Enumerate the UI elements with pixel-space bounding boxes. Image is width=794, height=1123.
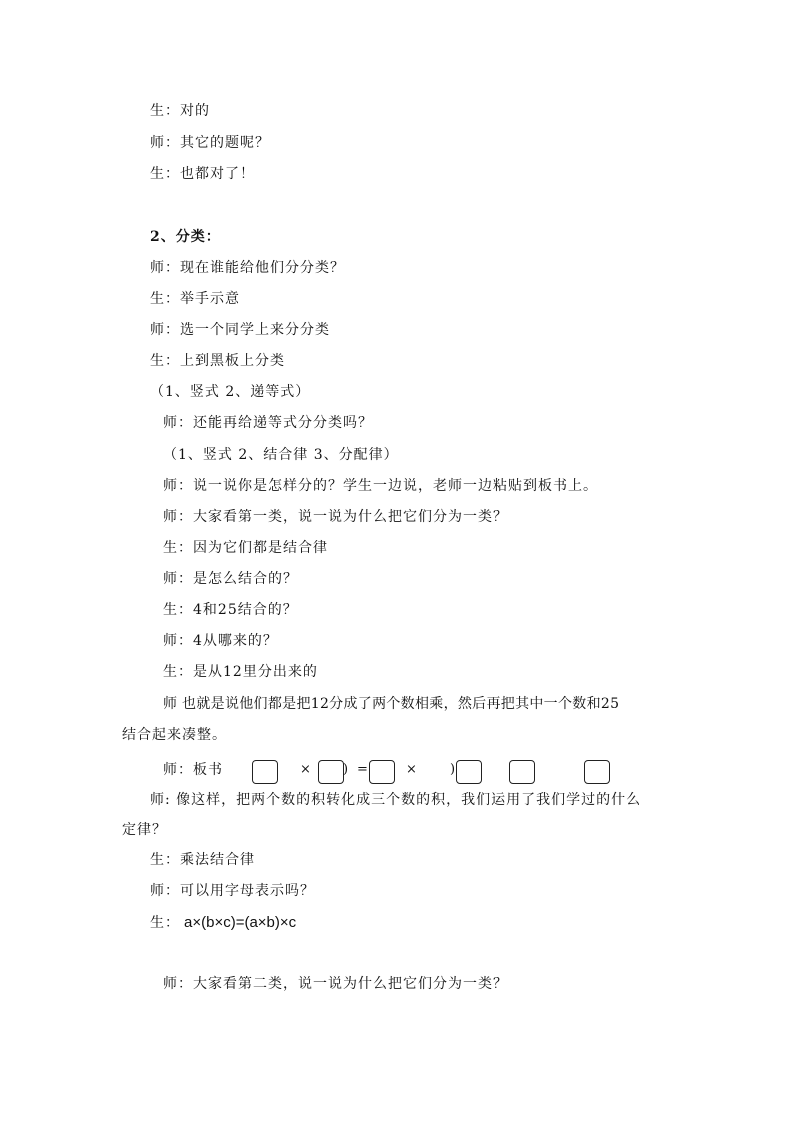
text-line: 生：乘法结合律 [150, 852, 255, 868]
text-line: （1、竖式 2、结合律 3、分配律） [163, 447, 399, 463]
text-line: 师：现在谁能给他们分分类？ [150, 260, 345, 276]
text-line: 生：因为它们都是结合律 [163, 540, 328, 556]
text-line: （1、竖式 2、递等式） [150, 384, 311, 400]
times-symbol: × [406, 762, 417, 777]
paren-symbol: ) [343, 762, 349, 777]
blank-box [456, 760, 482, 784]
text-line: 生：4和25结合的？ [163, 602, 298, 618]
text-line: 生： [150, 915, 180, 931]
text-line: 师：还能再给递等式分分类吗？ [163, 415, 373, 431]
text-line: 师 也就是说他们都是把12分成了两个数相乘，然后再把其中一个数和25 [163, 696, 620, 712]
blank-box [252, 760, 278, 784]
blank-box [318, 760, 344, 784]
text-line: 生：也都对了！ [150, 166, 255, 182]
section-heading: 2、分类： [150, 229, 221, 245]
equals-symbol: = [357, 762, 368, 777]
text-line: 生：举手示意 [150, 291, 240, 307]
text-line: 生：对的 [150, 103, 210, 119]
text-line: 师：其它的题呢？ [150, 135, 270, 151]
text-line: 师：可以用字母表示吗？ [150, 883, 315, 899]
text-line: 生：上到黑板上分类 [150, 353, 285, 369]
text-line: 师：大家看第一类，说一说为什么把它们分为一类？ [163, 509, 508, 525]
text-line: 师：选一个同学上来分分类 [150, 322, 330, 338]
text-line: 师：板书 [163, 762, 223, 778]
text-line: 师：4从哪来的？ [163, 633, 278, 649]
formula-text: a×(b×c)=(a×b)×c [184, 914, 297, 931]
blank-box [584, 760, 610, 784]
text-line: 师：大家看第二类，说一说为什么把它们分为一类？ [163, 976, 508, 992]
text-line: 结合起来凑整。 [122, 727, 227, 743]
paren-symbol: ) [450, 762, 456, 777]
times-symbol: × [300, 762, 311, 777]
text-line: 生：是从12里分出来的 [163, 664, 318, 680]
text-line: 师：是怎么结合的？ [163, 571, 298, 587]
blank-box [369, 760, 395, 784]
text-line: 定律？ [122, 822, 167, 838]
blank-box [509, 760, 535, 784]
text-line: 师: 像这样，把两个数的积转化成三个数的积，我们运用了我们学过的什么 [150, 792, 642, 808]
text-line: 师：说一说你是怎样分的？学生一边说，老师一边粘贴到板书上。 [163, 478, 598, 494]
